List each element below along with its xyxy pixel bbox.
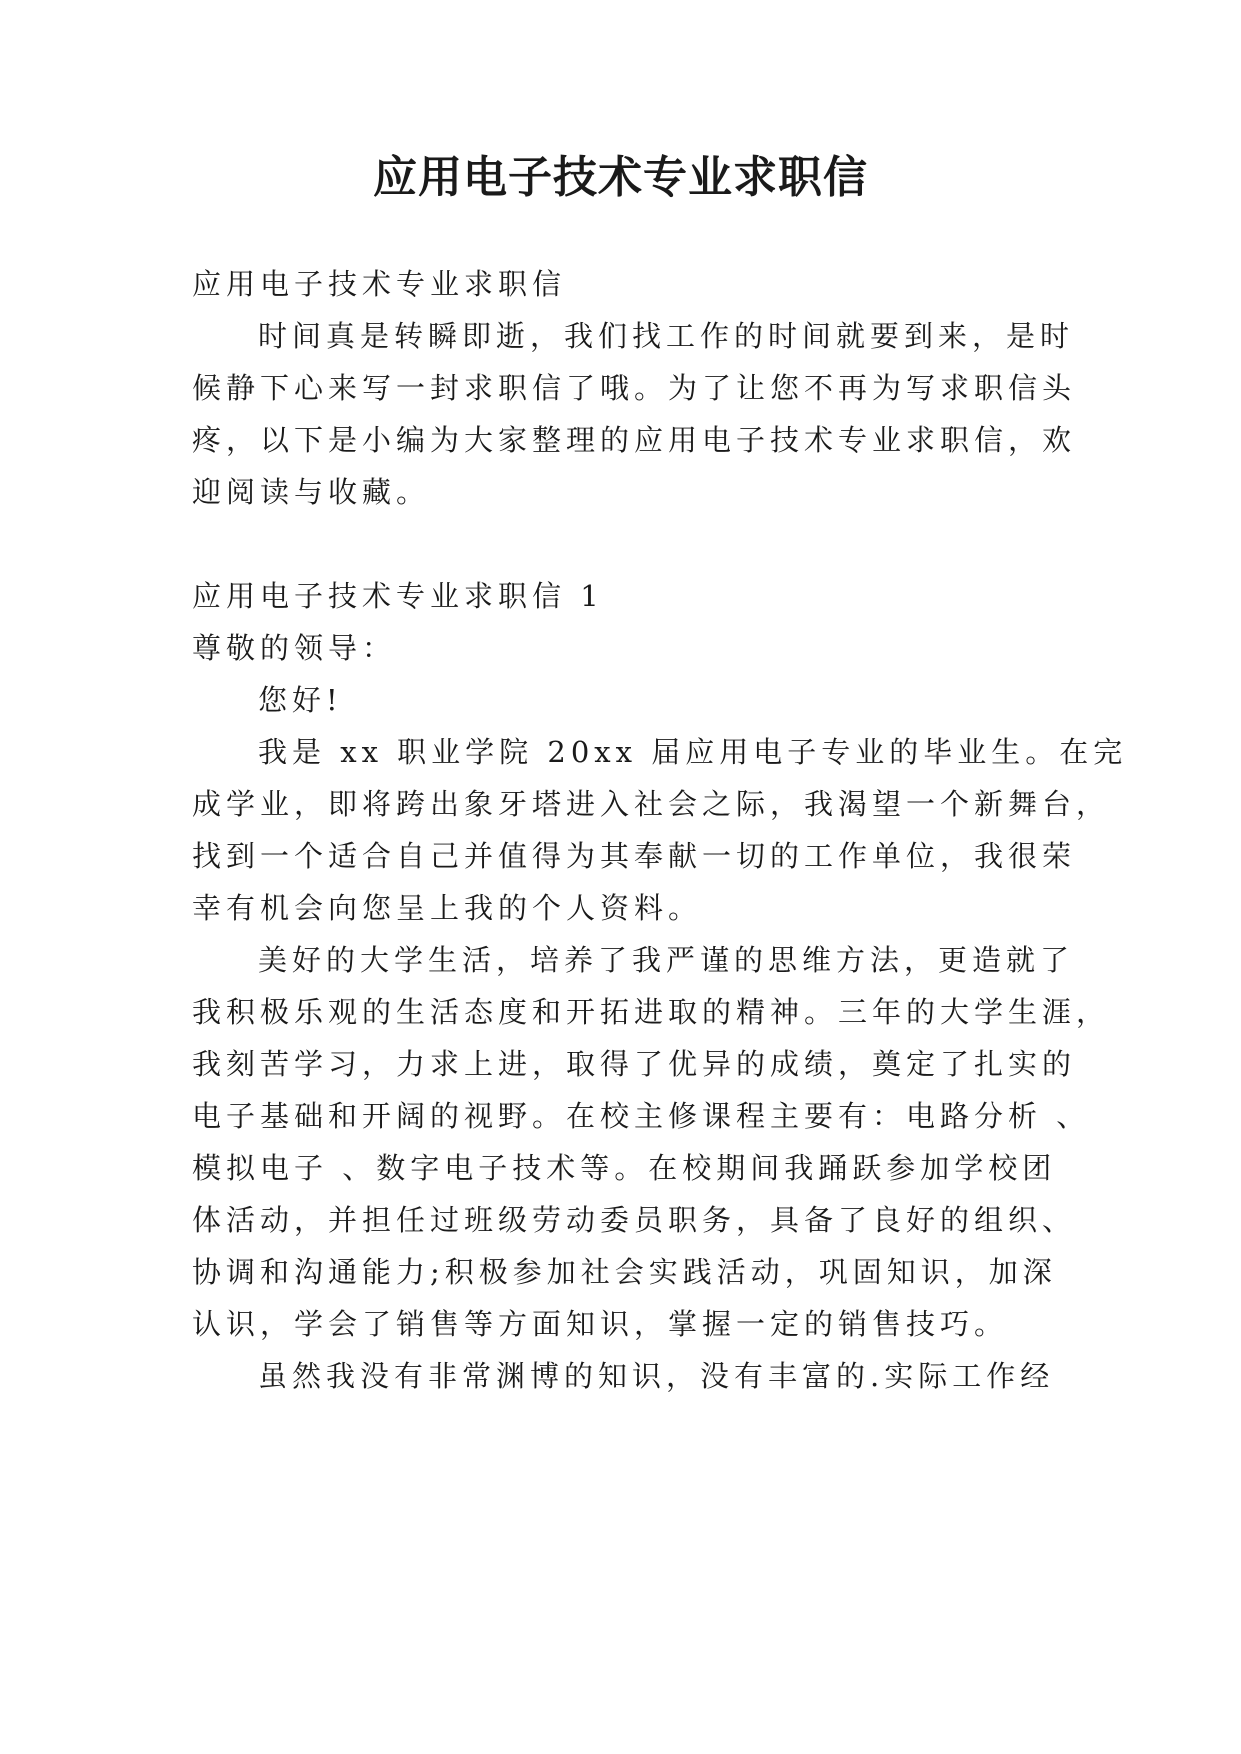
paragraph-line: 协调和沟通能力;积极参加社会实践活动，巩固知识，加深 [192, 1255, 1057, 1289]
paragraph-line: 电子基础和开阔的视野。在校主修课程主要有：电路分析 、 [192, 1099, 1091, 1133]
intro-line: 迎阅读与收藏。 [192, 475, 431, 509]
paragraph-line: 模拟电子 、数字电子技术等。在校期间我踊跃参加学校团 [192, 1151, 1057, 1185]
intro-line: 候静下心来写一封求职信了哦。为了让您不再为写求职信头 [192, 371, 1077, 405]
document-title: 应用电子技术专业求职信 [373, 152, 868, 203]
salutation: 尊敬的领导： [192, 631, 397, 665]
intro-line: 时间真是转瞬即逝，我们找工作的时间就要到来，是时 [258, 319, 1075, 353]
paragraph-line: 美好的大学生活，培养了我严谨的思维方法，更造就了 [258, 943, 1075, 977]
paragraph-line: 体活动，并担任过班级劳动委员职务，具备了良好的组织、 [192, 1203, 1077, 1237]
paragraph-line: 找到一个适合自己并值得为其奉献一切的工作单位，我很荣 [192, 839, 1077, 873]
paragraph-line: 幸有机会向您呈上我的个人资料。 [192, 891, 703, 925]
letter-heading: 应用电子技术专业求职信 1 [192, 579, 604, 613]
paragraph-line: 我是 xx 职业学院 20xx 届应用电子专业的毕业生。在完 [258, 735, 1128, 769]
paragraph-line: 我刻苦学习，力求上进，取得了优异的成绩，奠定了扎实的 [192, 1047, 1077, 1081]
intro-line: 疼，以下是小编为大家整理的应用电子技术专业求职信，欢 [192, 423, 1077, 457]
paragraph-line: 我积极乐观的生活态度和开拓进取的精神。三年的大学生涯， [192, 995, 1111, 1029]
paragraph-line: 成学业，即将跨出象牙塔进入社会之际，我渴望一个新舞台， [192, 787, 1111, 821]
document-subtitle: 应用电子技术专业求职信 [192, 267, 567, 301]
paragraph-line: 认识，学会了销售等方面知识，掌握一定的销售技巧。 [192, 1307, 1009, 1341]
greeting: 您好! [258, 683, 343, 717]
paragraph-line: 虽然我没有非常渊博的知识，没有丰富的.实际工作经 [258, 1359, 1055, 1393]
